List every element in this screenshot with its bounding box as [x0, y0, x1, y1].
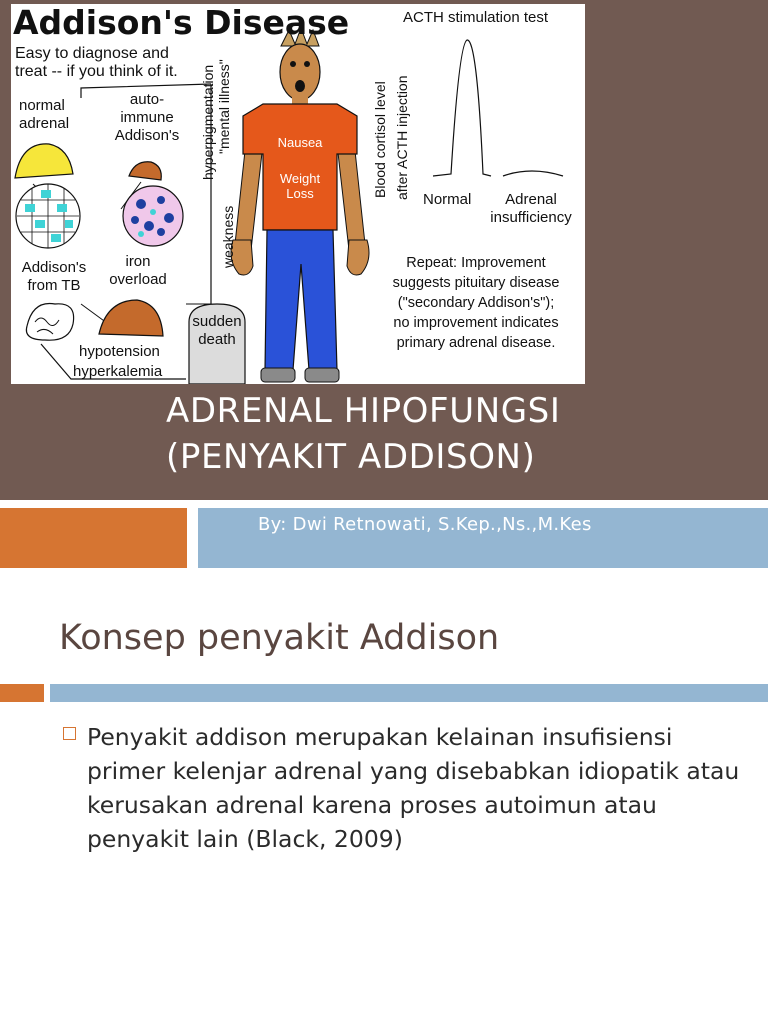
iron-label-2: overload: [109, 271, 167, 288]
repeat-note-5: primary adrenal disease.: [396, 335, 556, 351]
sudden-death-label-1: sudden: [192, 313, 242, 330]
autoimmune-label-1: auto-: [129, 91, 165, 108]
heading-bar-blue: [50, 684, 768, 702]
intro-line-1: Easy to diagnose and: [15, 45, 169, 62]
autoimmune-label-2: immune: [120, 109, 174, 126]
weight-loss-label-2: Loss: [286, 186, 314, 201]
insufficiency-label-1: Adrenal: [505, 191, 557, 208]
sudden-death-label-2: death: [198, 331, 236, 348]
weakness-label: weakness: [220, 205, 236, 268]
hyperkalemia-label: hyperkalemia: [73, 363, 163, 380]
repeat-note-3: ("secondary Addison's");: [397, 295, 555, 311]
normal-gland-icon: [16, 184, 80, 248]
accent-bar-orange: [0, 508, 187, 568]
repeat-note-2: suggests pituitary disease: [392, 275, 560, 291]
repeat-note-4: no improvement indicates: [393, 315, 559, 331]
heading-bar-orange: [0, 684, 44, 702]
hyperpigmentation-label: hyperpigmentation: [200, 64, 216, 180]
insufficiency-label-2: insufficiency: [490, 209, 572, 226]
acth-test-label: ACTH stimulation test: [403, 9, 549, 26]
hypotension-label: hypotension: [79, 343, 160, 360]
person-icon: [231, 28, 369, 382]
slide-title-line-1: ADRENAL HIPOFUNGSI: [166, 391, 561, 431]
slide-title-line-2: (PENYAKIT ADDISON): [166, 437, 536, 477]
content-slide: [0, 580, 768, 1024]
iron-overload-gland-icon: [99, 300, 163, 336]
nausea-label: Nausea: [277, 135, 323, 150]
tb-label-1: Addison's: [21, 259, 87, 276]
repeat-note-1: Repeat: Improvement: [406, 255, 546, 271]
normal-label-1: normal: [19, 97, 65, 114]
acth-chart: [433, 40, 563, 176]
square-bullet-icon: [63, 727, 76, 740]
iron-label-1: iron: [125, 253, 151, 270]
addisons-disease-illustration: [11, 4, 585, 384]
illustration-title: Addison's Disease: [13, 4, 350, 42]
tb-label-2: from TB: [27, 277, 81, 294]
normal-label-2: adrenal: [19, 115, 70, 132]
normal-curve-label: Normal: [423, 191, 472, 208]
bullet-text: Penyakit addison merupakan kelainan insufisiensi primer kelenjar adrenal yang disebabkan idiopatik atau kerusakan adrenal karena proses autoimun atau penyakit lain (Black, 2009): [87, 723, 740, 853]
axis-label-1: Blood cortisol level: [372, 81, 388, 198]
autoimmune-gland-icon: [123, 186, 183, 246]
slide-heading: Konsep penyakit Addison: [59, 618, 500, 658]
mental-illness-label: "mental illness": [216, 59, 232, 154]
intro-line-2: treat -- if you think of it.: [15, 63, 178, 80]
autoimmune-label-3: Addison's: [114, 127, 180, 144]
author-line: By: Dwi Retnowati, S.Kep.,Ns.,M.Kes: [258, 514, 592, 535]
slide-title: [166, 388, 560, 480]
axis-label-2: after ACTH injection: [394, 75, 410, 200]
weight-loss-label-1: Weight: [279, 171, 321, 186]
tb-gland-icon: [26, 303, 73, 340]
